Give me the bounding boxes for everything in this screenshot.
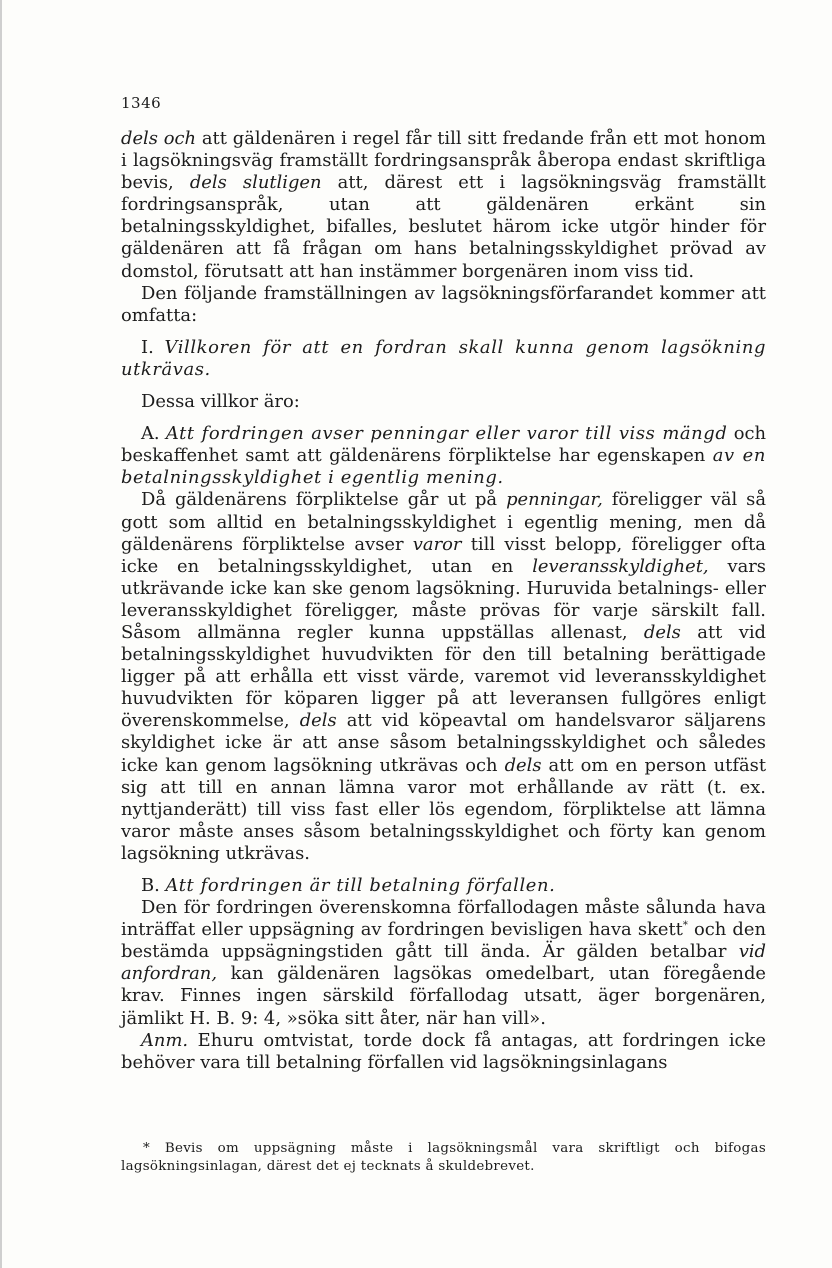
footnote-marker: *: [143, 1141, 150, 1156]
section-number: I.: [141, 336, 154, 358]
text-run: kan gäldenären lagsökas omedelbart, utan föregående krav. Finnes ingen särskild förfallodag utsatt, äger borgenären, jämlikt H. B. 9: 4, »söka sitt åter, när han vill».: [121, 963, 766, 1029]
emphasis: dels och: [121, 128, 197, 149]
section-number: B.: [141, 875, 160, 896]
paragraph-intro: [121, 128, 766, 283]
emphasis: dels: [504, 754, 542, 776]
text-run: föreligger väl så gott som alltid en betalningsskyldighet i egentlig mening, men då gäldenärens förpliktelse avser: [121, 489, 766, 555]
paragraph-overview: [121, 283, 766, 327]
emphasis: leveransskyldighet,: [532, 555, 709, 577]
text-run: till visst belopp, föreligger ofta icke en betalningsskyldighet, utan en: [121, 533, 766, 577]
section-title: Att fordringen är till betalning förfallen.: [165, 875, 556, 896]
text-run: och beskaffenhet samt att gäldenärens förpliktelse har egenskapen: [121, 423, 767, 467]
text-run: och den bestämda uppsägningstiden gått till ända. Är gälden betalbar: [121, 919, 766, 963]
text-run: att gäldenären i regel får till sitt fredande från ett mot honom i lagsökningsväg framställt fordringsanspråk åberopa endast skriftliga bevis,: [121, 128, 766, 194]
text-run: att, därest ett i lagsökningsväg framställt fordringsanspråk, utan att gäldenären erkänt sin betalningsskyldighet, bifalles, beslutet härom icke utgör hinder för gäldenären att få frågan om hans betalningsskyldighet prövad av domstol, förutsatt att han instämmer borgenären inom viss tid.: [121, 172, 766, 282]
emphasis: dels slutligen: [189, 172, 322, 194]
text-run: Då gäldenärens förpliktelse går ut på: [141, 489, 507, 511]
emphasis: penningar,: [506, 489, 603, 511]
footnote-reference: *: [682, 920, 688, 932]
paragraph-conditions: [121, 391, 766, 413]
text-run: Den följande framställningen av lagsökningsförfarandet kommer att omfatta:: [121, 282, 766, 326]
section-heading-i: [121, 337, 766, 381]
section-title-continued: av en betalningsskyldighet i egentlig mening.: [121, 445, 766, 489]
emphasis: Anm.: [141, 1029, 189, 1051]
text-run: Den för fordringen överenskomna förfallodagen måste sålunda hava inträffat eller uppsägning av fordringen bevisligen hava skett: [121, 897, 766, 941]
text-run: Dessa villkor äro:: [141, 391, 300, 413]
section-title: Att fordringen avser penningar eller varor till viss mängd: [165, 423, 728, 445]
text-run: Bevis om uppsägning måste i lagsökningsmål vara skriftligt och bifogas lagsökningsinlagan, därest det ej tecknats å skuldebrevet.: [121, 1141, 766, 1174]
text-run: vars utkrävande icke kan ske genom lagsökning. Huruvida betalnings- eller leveransskyldighet föreligger, måste prövas för varje särskilt fall. Såsom allmänna regler kunna uppställas allenast,: [121, 555, 766, 643]
emphasis: vid anfordran,: [121, 941, 766, 985]
page-number: 1346: [121, 94, 162, 112]
text-run: att vid köpeavtal om handelsvaror säljarens skyldighet icke är att anse såsom betalningsskyldighet och således icke kan genom lagsökning utkrävas och: [121, 710, 766, 776]
emphasis: dels: [299, 710, 337, 732]
text-run: att om en person utfäst sig att till en annan lämna varor mot erhållande av rätt (t. ex. nyttjanderätt) till viss fast eller lös egendom, förpliktelse att lämna varor måste anses såsom betalningsskyldighet och förty kan genom lagsökning utkrävas.: [121, 754, 767, 864]
paragraph-note: [121, 1030, 766, 1074]
text-run: Ehuru omtvistat, torde dock få antagas, att fordringen icke behöver vara till betalning förfallen vid lagsökningsinlagans: [121, 1029, 766, 1073]
section-title: Villkoren för att en fordran skall kunna genom lagsökning utkrävas.: [121, 336, 767, 380]
footnote-text: [121, 1140, 766, 1175]
section-heading-a: [121, 423, 766, 489]
emphasis: varor: [412, 533, 462, 555]
page-edge: [0, 0, 2, 1268]
body-text: [121, 128, 766, 1074]
emphasis: dels: [643, 621, 681, 643]
section-number: A.: [141, 423, 160, 445]
section-heading-b: [121, 875, 766, 897]
text-run: att vid betalningsskyldighet huvudvikten för den till betalning berättigade ligger på att erhålla ett visst värde, varemot vid leveransskyldighet huvudvikten för köparen ligger på att leveransen fullgöres enligt överenskommelse,: [121, 621, 767, 732]
paragraph-due-date: [121, 897, 766, 1030]
footnote: [121, 1140, 766, 1175]
paragraph-obligation: [121, 489, 766, 865]
